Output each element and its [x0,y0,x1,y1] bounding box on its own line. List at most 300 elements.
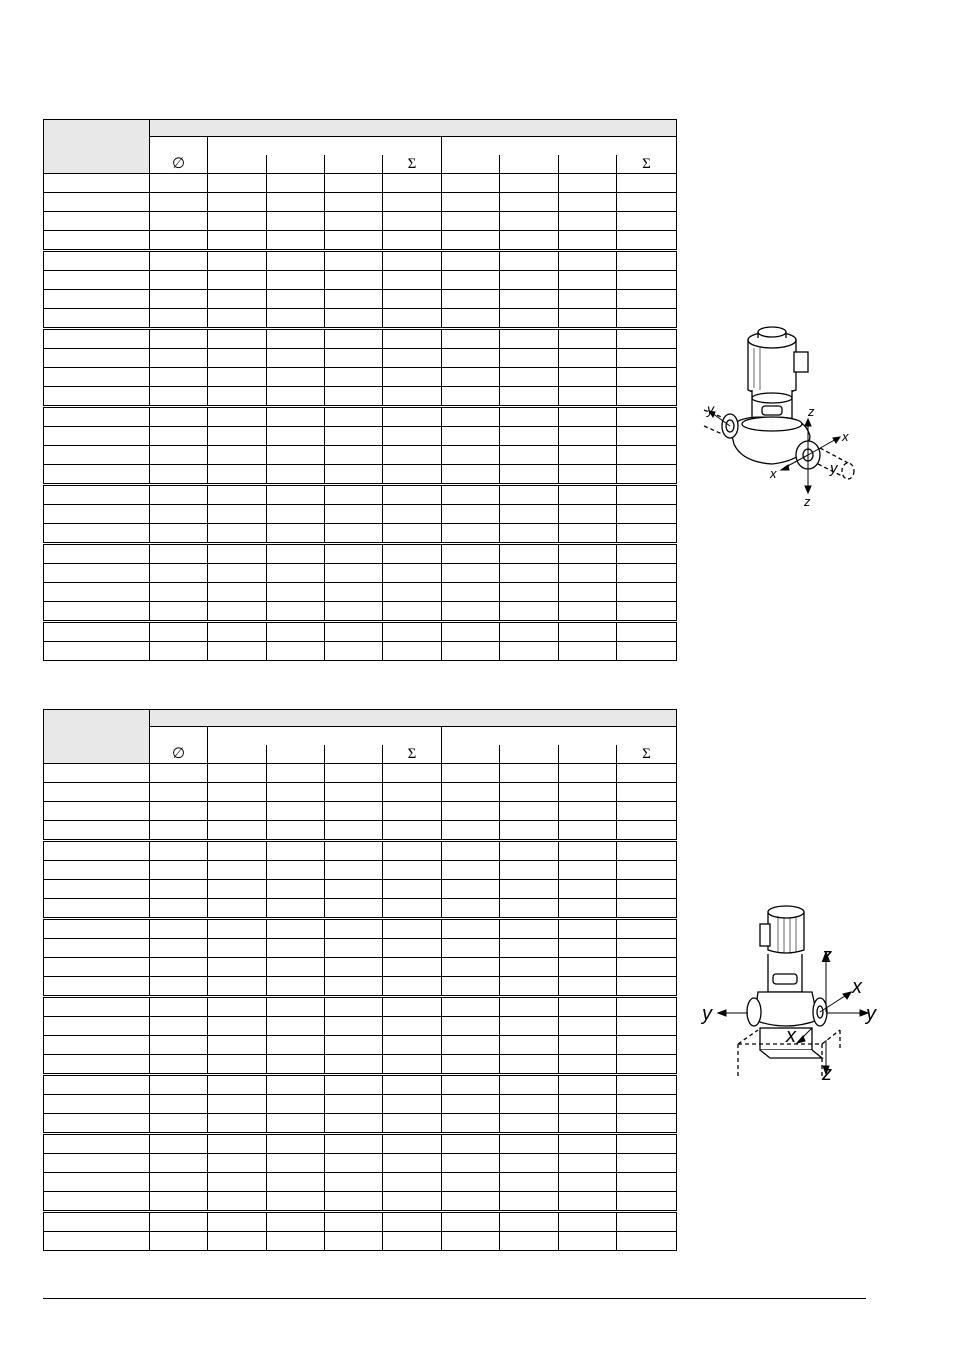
table-cell [150,1173,208,1192]
table-row [44,1212,677,1232]
table-cell [617,1173,677,1192]
table-cell [500,544,559,564]
table-cell [383,899,442,919]
table-cell [500,1095,559,1114]
table-cell [442,251,500,271]
table-cell [559,958,617,977]
table-cell [559,1114,617,1134]
table-cell [559,407,617,427]
table-cell [559,583,617,602]
row-label-cell [44,1173,150,1192]
table-cell [208,231,267,251]
table-cell [325,899,383,919]
table-cell [617,446,677,465]
table-cell [617,368,677,387]
table-cell [208,524,267,544]
table-cell [442,485,500,505]
table-cell [500,841,559,861]
table-cell [267,465,325,485]
table-row [44,212,677,231]
table-row [44,1055,677,1075]
table-cell [267,329,325,349]
row-label-cell [44,821,150,841]
table-cell [617,958,677,977]
table-cell [208,1095,267,1114]
table-cell [150,544,208,564]
table-cell [617,407,677,427]
diameter-header [150,727,208,764]
pump-illustration [700,900,885,1090]
table-cell [150,642,208,661]
table-row [44,1017,677,1036]
table-cell [150,407,208,427]
table-row [44,251,677,271]
table-cell [617,290,677,309]
row-label-cell [44,564,150,583]
table-cell [150,1036,208,1055]
table-cell [617,505,677,524]
table-cell [500,861,559,880]
table-cell [208,1017,267,1036]
row-label-cell [44,387,150,407]
table-cell [267,309,325,329]
table-cell [208,1212,267,1232]
table-cell [617,1095,677,1114]
table-cell [442,764,500,783]
table-cell [559,1095,617,1114]
table-cell [617,1017,677,1036]
table-cell [500,212,559,231]
table-cell [500,524,559,544]
table-cell [559,939,617,958]
table-cell [267,1055,325,1075]
table-cell [267,861,325,880]
table-cell [267,485,325,505]
table-cell [150,997,208,1017]
table-cell [150,446,208,465]
table-row [44,1036,677,1055]
table-cell [500,802,559,821]
table-cell [150,387,208,407]
table-cell [442,939,500,958]
table-cell [617,564,677,583]
table-cell [325,524,383,544]
table-cell [617,1036,677,1055]
row-label-cell [44,524,150,544]
table-cell [383,1134,442,1154]
table-cell [559,1232,617,1251]
row-label-cell [44,764,150,783]
table-cell [617,427,677,446]
row-label-cell [44,841,150,861]
table-row [44,329,677,349]
table-cell [150,1154,208,1173]
table-cell [559,1192,617,1212]
table-cell [150,174,208,193]
table-cell [559,622,617,642]
table-cell [208,427,267,446]
table-row [44,1173,677,1192]
table-row [44,919,677,939]
row-label-cell [44,427,150,446]
table-cell [500,1173,559,1192]
table-cell [150,622,208,642]
table-cell [208,802,267,821]
table-cell [617,174,677,193]
table-cell [325,309,383,329]
table-row [44,271,677,290]
table-cell [617,485,677,505]
table-cell [267,544,325,564]
row-label-cell [44,231,150,251]
table-cell [150,427,208,446]
table-cell [442,602,500,622]
table-cell [267,251,325,271]
table-cell [208,583,267,602]
subheader-cell [500,745,559,764]
table-cell [383,174,442,193]
table-cell [325,485,383,505]
table-cell [267,1017,325,1036]
table-cell [150,231,208,251]
row-label-cell [44,1055,150,1075]
row-label-cell [44,1192,150,1212]
table-row [44,485,677,505]
table-cell [617,212,677,231]
table-cell [208,997,267,1017]
axis-label-z-bottom: z [822,1063,832,1085]
table-cell [267,1192,325,1212]
axis-label-y-right: y [830,460,838,477]
table-cell [442,899,500,919]
table-cell [325,997,383,1017]
table-cell [208,329,267,349]
group-header-2 [442,137,677,156]
table-cell [383,1075,442,1095]
table-cell [267,174,325,193]
table-cell [559,783,617,802]
table-cell [383,1212,442,1232]
table-cell [442,861,500,880]
table-cell [150,958,208,977]
table-cell [559,1154,617,1173]
table-row [44,997,677,1017]
row-label-cell [44,783,150,802]
header-band [150,120,677,137]
table-cell [325,821,383,841]
table-cell [208,899,267,919]
table-cell [325,1192,383,1212]
pump-illustration [700,318,860,513]
load-table-2 [43,709,677,1251]
table-cell [617,861,677,880]
table-cell [325,544,383,564]
table-cell [442,427,500,446]
table-cell [383,821,442,841]
table-cell [383,271,442,290]
table-row [44,602,677,622]
table-cell [442,583,500,602]
table-cell [500,465,559,485]
table-cell [208,309,267,329]
table-cell [442,880,500,899]
table-cell [267,977,325,997]
table-cell [383,919,442,939]
table-cell [267,1173,325,1192]
sum-header-1 [383,745,442,764]
table-cell [617,271,677,290]
table-row [44,544,677,564]
header-corner-cell [44,120,150,174]
table-cell [383,193,442,212]
row-label-cell [44,1154,150,1173]
table-cell [267,1154,325,1173]
table-cell [442,958,500,977]
table-cell [442,1192,500,1212]
table-cell [325,1036,383,1055]
table-cell [150,899,208,919]
table-cell [442,349,500,368]
table-cell [150,1134,208,1154]
table-cell [325,407,383,427]
table-cell [500,368,559,387]
table-cell [150,1192,208,1212]
table-cell [267,1232,325,1251]
table-row [44,939,677,958]
row-label-cell [44,309,150,329]
table-cell [617,1232,677,1251]
table-cell [208,977,267,997]
table-cell [267,446,325,465]
table-cell [442,564,500,583]
table-cell [617,1075,677,1095]
row-label-cell [44,583,150,602]
table-row [44,958,677,977]
subheader-cell [208,155,267,174]
table-cell [208,880,267,899]
table-cell [267,764,325,783]
table-cell [267,583,325,602]
table-cell [383,977,442,997]
row-label-cell [44,1134,150,1154]
table-row [44,524,677,544]
row-label-cell [44,880,150,899]
subheader-cell [559,745,617,764]
table-cell [267,602,325,622]
table-cell [559,485,617,505]
table-cell [150,821,208,841]
table-cell [500,1055,559,1075]
table-cell [383,407,442,427]
group-header-1 [208,727,442,746]
row-label-cell [44,861,150,880]
table-cell [559,368,617,387]
table-cell [325,212,383,231]
table-cell [208,1055,267,1075]
table-cell [325,193,383,212]
row-label-cell [44,368,150,387]
row-label-cell [44,174,150,193]
table-cell [500,919,559,939]
table-cell [267,821,325,841]
table-cell [150,764,208,783]
sum-header-2 [617,155,677,174]
table-cell [500,958,559,977]
diameter-header [150,137,208,174]
table-cell [442,1173,500,1192]
row-label-cell [44,505,150,524]
table-cell [442,212,500,231]
row-label-cell [44,212,150,231]
table-cell [208,212,267,231]
table-row [44,505,677,524]
table-cell [617,1134,677,1154]
table-cell [208,1192,267,1212]
table-1-header [44,120,677,174]
table-cell [383,251,442,271]
sum-symbol: Σ [642,746,651,762]
axis-label-y-right: y [866,1003,876,1025]
table-cell [442,407,500,427]
table-cell [208,642,267,661]
table-row [44,407,677,427]
table-cell [150,1055,208,1075]
table-cell [325,1075,383,1095]
table-cell [325,841,383,861]
table-cell [559,1075,617,1095]
row-label-cell [44,642,150,661]
table-cell [383,368,442,387]
table-cell [617,622,677,642]
table-cell [383,231,442,251]
table-row [44,446,677,465]
table-cell [325,564,383,583]
table-cell [442,1095,500,1114]
table-cell [559,899,617,919]
table-cell [267,564,325,583]
table-row [44,880,677,899]
table-cell [208,544,267,564]
table-cell [208,841,267,861]
table-row [44,899,677,919]
row-label-cell [44,349,150,368]
table-cell [559,1212,617,1232]
table-cell [150,290,208,309]
table-cell [325,1212,383,1232]
table-row [44,309,677,329]
table-cell [325,446,383,465]
table-cell [150,271,208,290]
table-cell [267,919,325,939]
table-cell [208,1232,267,1251]
table-cell [383,1154,442,1173]
table-cell [500,1114,559,1134]
table-cell [383,485,442,505]
table-cell [325,349,383,368]
table-cell [208,174,267,193]
table-row [44,1232,677,1251]
table-row [44,465,677,485]
table-cell [383,446,442,465]
table-cell [500,1075,559,1095]
table-cell [500,821,559,841]
table-cell [617,919,677,939]
table-cell [559,919,617,939]
table-cell [325,290,383,309]
table-cell [442,329,500,349]
subheader-cell [442,745,500,764]
table-cell [559,505,617,524]
table-cell [500,764,559,783]
table-cell [267,802,325,821]
row-label-cell [44,1017,150,1036]
table-cell [559,861,617,880]
table-cell [325,1134,383,1154]
table-cell [208,387,267,407]
table-row [44,861,677,880]
table-cell [150,1114,208,1134]
row-label-cell [44,1232,150,1251]
table-cell [150,1017,208,1036]
table-cell [500,174,559,193]
table-cell [617,329,677,349]
table-cell [325,958,383,977]
table-cell [559,231,617,251]
table-cell [559,524,617,544]
table-cell [325,861,383,880]
table-cell [442,290,500,309]
table-cell [150,783,208,802]
table-cell [500,997,559,1017]
table-cell [325,802,383,821]
axis-label-z-top: z [808,404,815,419]
table-cell [208,193,267,212]
table-cell [383,622,442,642]
table-cell [325,977,383,997]
subheader-cell [208,745,267,764]
table-cell [500,427,559,446]
table-cell [559,880,617,899]
table-cell [325,1154,383,1173]
row-label-cell [44,802,150,821]
table-cell [442,821,500,841]
table-cell [617,1192,677,1212]
row-label-cell [44,329,150,349]
table-cell [500,1154,559,1173]
row-label-cell [44,407,150,427]
table-cell [617,821,677,841]
row-label-cell [44,251,150,271]
axis-label-y-left: y [702,1003,712,1025]
table-cell [150,349,208,368]
table-cell [500,1134,559,1154]
table-cell [150,193,208,212]
table-row [44,564,677,583]
table-cell [383,1055,442,1075]
table-cell [208,407,267,427]
table-cell [325,1017,383,1036]
table-row [44,387,677,407]
table-cell [383,387,442,407]
axis-label-x-bottom: x [770,466,777,481]
row-label-cell [44,899,150,919]
table-cell [500,583,559,602]
table-row [44,977,677,997]
table-row [44,821,677,841]
table-cell [208,602,267,622]
table-cell [383,880,442,899]
table-cell [208,271,267,290]
